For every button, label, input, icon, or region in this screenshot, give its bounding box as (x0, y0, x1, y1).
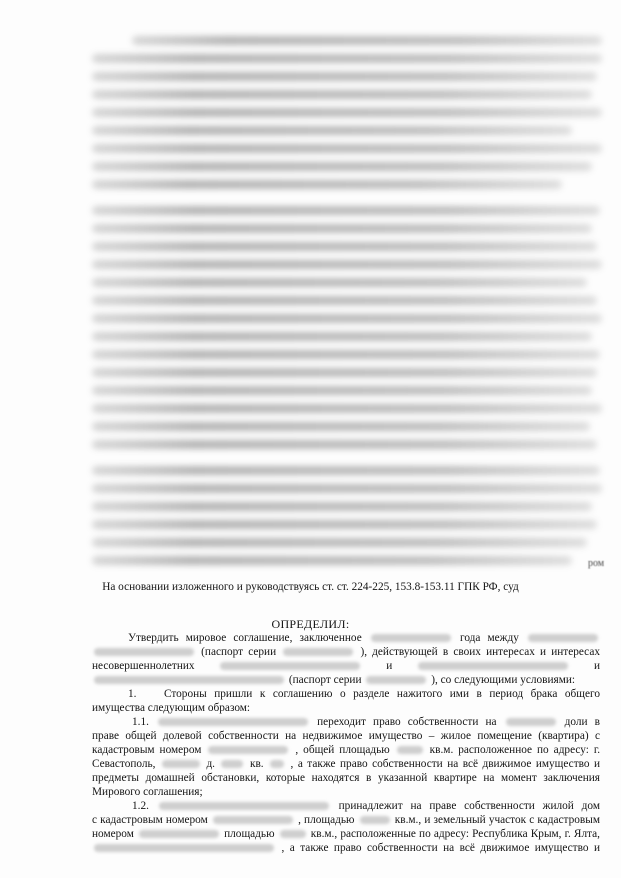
para-line: Севастополь, д. кв. , а также право собственности на всё движимое имущество и (92, 758, 601, 770)
para-line: праве общей долевой собственности на недвижимое имущество – жилое помещение (квартира) с (92, 730, 600, 742)
para-line: кадастровым номером , общей площадью кв.м. расположенное по адресу: г. (92, 744, 601, 756)
para-line: , а также право собственности на всё движимое имущество и (92, 842, 600, 855)
para-line: Утвердить мировое соглашение, заключенное года между (92, 632, 600, 645)
redacted-text-block (92, 30, 604, 575)
para-line: 1.1. переходит право собственности на доли в (132, 716, 601, 728)
para-line: 1. Стороны пришли к соглашению о разделе нажитого ими в период брака общего (128, 688, 600, 700)
para-line: (паспорт серии ), со следующими условиями: (92, 674, 600, 687)
para-line: Мирового соглашения; (92, 786, 203, 798)
para-line: 1.2. принадлежит на праве собственности жилой дом (132, 800, 601, 812)
para-line: (паспорт серии ), действующей в своих интересах и интересах (92, 646, 600, 659)
heading-determined: ОПРЕДЕЛИЛ: (271, 617, 350, 631)
basis-line: На основании изложенного и руководствуясь ст. ст. 224-225, 153.8-153.11 ГПК РФ, суд (102, 581, 519, 593)
redacted-tail-fragment: ром (588, 558, 605, 569)
para-line: номером площадью кв.м., расположенные по адресу: Республика Крым, г. Ялта, (92, 828, 601, 840)
para-line: имущества следующим образом: (92, 702, 251, 714)
para-line: предметы домашней обстановки, которые находятся в указанной квартире на момент заключения (92, 772, 600, 784)
para-line: несовершеннолетних и и (92, 660, 600, 672)
para-line: с кадастровым номером , площадью кв.м., и земельный участок с кадастровым (92, 814, 600, 826)
